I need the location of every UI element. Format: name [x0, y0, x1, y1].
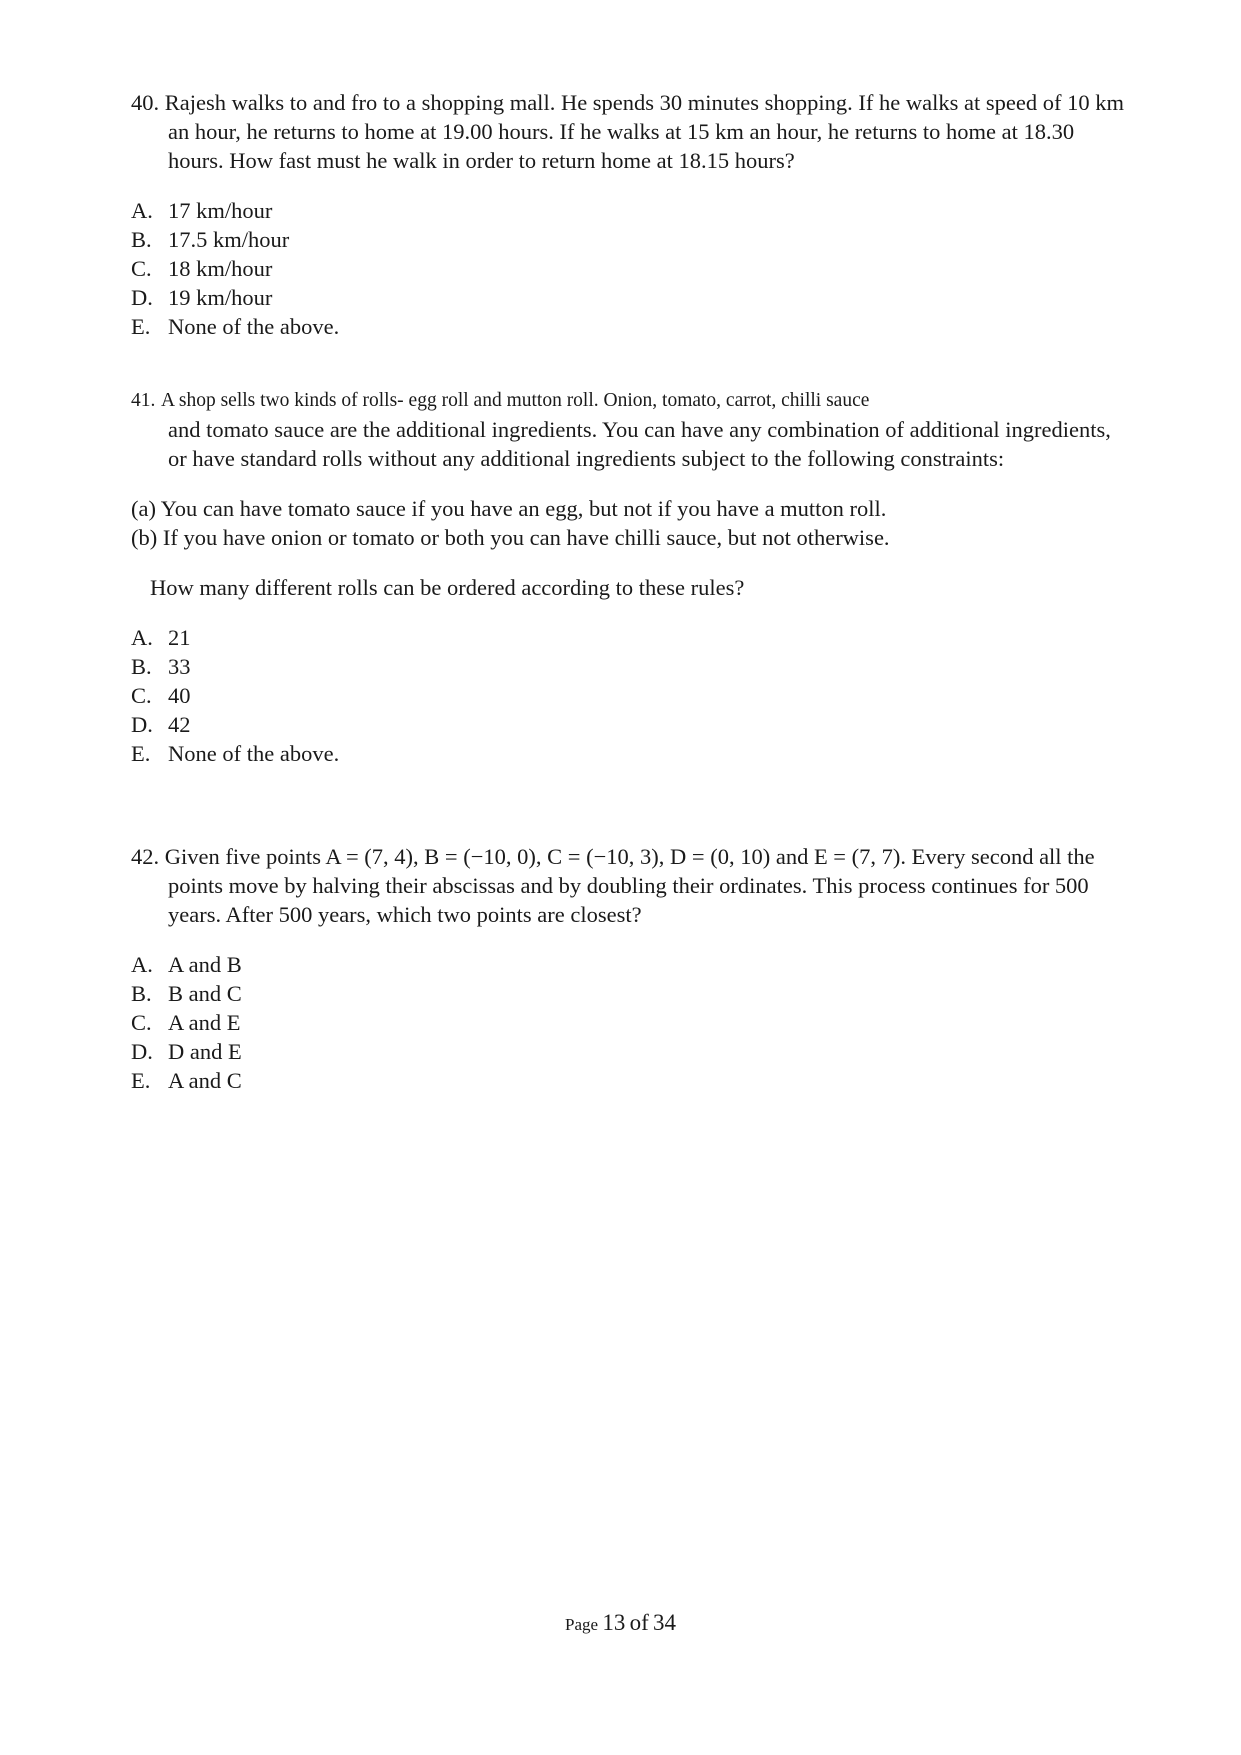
question-41-line1: A shop sells two kinds of rolls- egg roll and mutton roll. Onion, tomato, carrot, chilli sauce	[161, 390, 870, 411]
question-41-constraints	[131, 494, 1131, 552]
option-item: D. D and E	[131, 1039, 242, 1064]
option-item: E. None of the above.	[131, 314, 340, 339]
question-40-number: 40.	[131, 90, 160, 115]
option-item: A. 21	[131, 625, 191, 650]
option-item: A. A and B	[131, 952, 242, 977]
question-42-number: 42.	[131, 844, 160, 869]
question-41-number: 41.	[131, 390, 156, 411]
option-item: A. 17 km/hour	[131, 198, 273, 223]
question-40	[131, 88, 1131, 341]
question-41-prompt: How many different rolls can be ordered according to these rules?	[150, 575, 745, 600]
option-item: B. 33	[131, 654, 191, 679]
option-item: E. None of the above.	[131, 741, 340, 766]
question-40-options	[131, 196, 1131, 341]
question-42-body: Given five points A = (7, 4), B = (−10, 0), C = (−10, 3), D = (0, 10) and E = (7, 7). Every second all the points move by halving their abscissas and by doubling their ordinates. This process continues for 500 years. After 500 years, which two points are closest?	[164, 844, 1095, 927]
page-total: 34	[652, 1610, 676, 1635]
page-word: Page	[565, 1615, 599, 1634]
question-42-options	[131, 950, 1131, 1095]
option-item: C. A and E	[131, 1010, 241, 1035]
question-41-body: and tomato sauce are the additional ingredients. You can have any combination of additional ingredients, or have standard rolls without any additional ingredients subject to the following constraints:	[168, 417, 1111, 471]
question-41-options	[131, 623, 1131, 768]
page-number: 13	[602, 1610, 626, 1635]
question-40-body: Rajesh walks to and fro to a shopping mall. He spends 30 minutes shopping. If he walks at speed of 10 km an hour, he returns to home at 19.00 hours. If he walks at 15 km an hour, he returns to home at 18.30 hours. How fast must he walk in order to return home at 18.15 hours?	[164, 90, 1124, 173]
question-40-text	[131, 88, 1131, 175]
question-41-text	[131, 384, 1131, 473]
option-item: B. B and C	[131, 981, 242, 1006]
page-footer	[0, 1610, 1241, 1636]
option-item: D. 19 km/hour	[131, 285, 273, 310]
option-item: D. 42	[131, 712, 191, 737]
question-42-text	[131, 842, 1131, 929]
option-item: C. 18 km/hour	[131, 256, 273, 281]
option-item: C. 40	[131, 683, 191, 708]
question-42	[131, 842, 1131, 1095]
constraint-b: (b) If you have onion or tomato or both you can have chilli sauce, but not otherwise.	[131, 525, 890, 550]
option-item: E. A and C	[131, 1068, 242, 1093]
constraint-a: (a) You can have tomato sauce if you have an egg, but not if you have a mutton roll.	[131, 496, 887, 521]
option-item: B. 17.5 km/hour	[131, 227, 290, 252]
of-word: of	[629, 1610, 649, 1635]
question-41	[131, 384, 1131, 768]
